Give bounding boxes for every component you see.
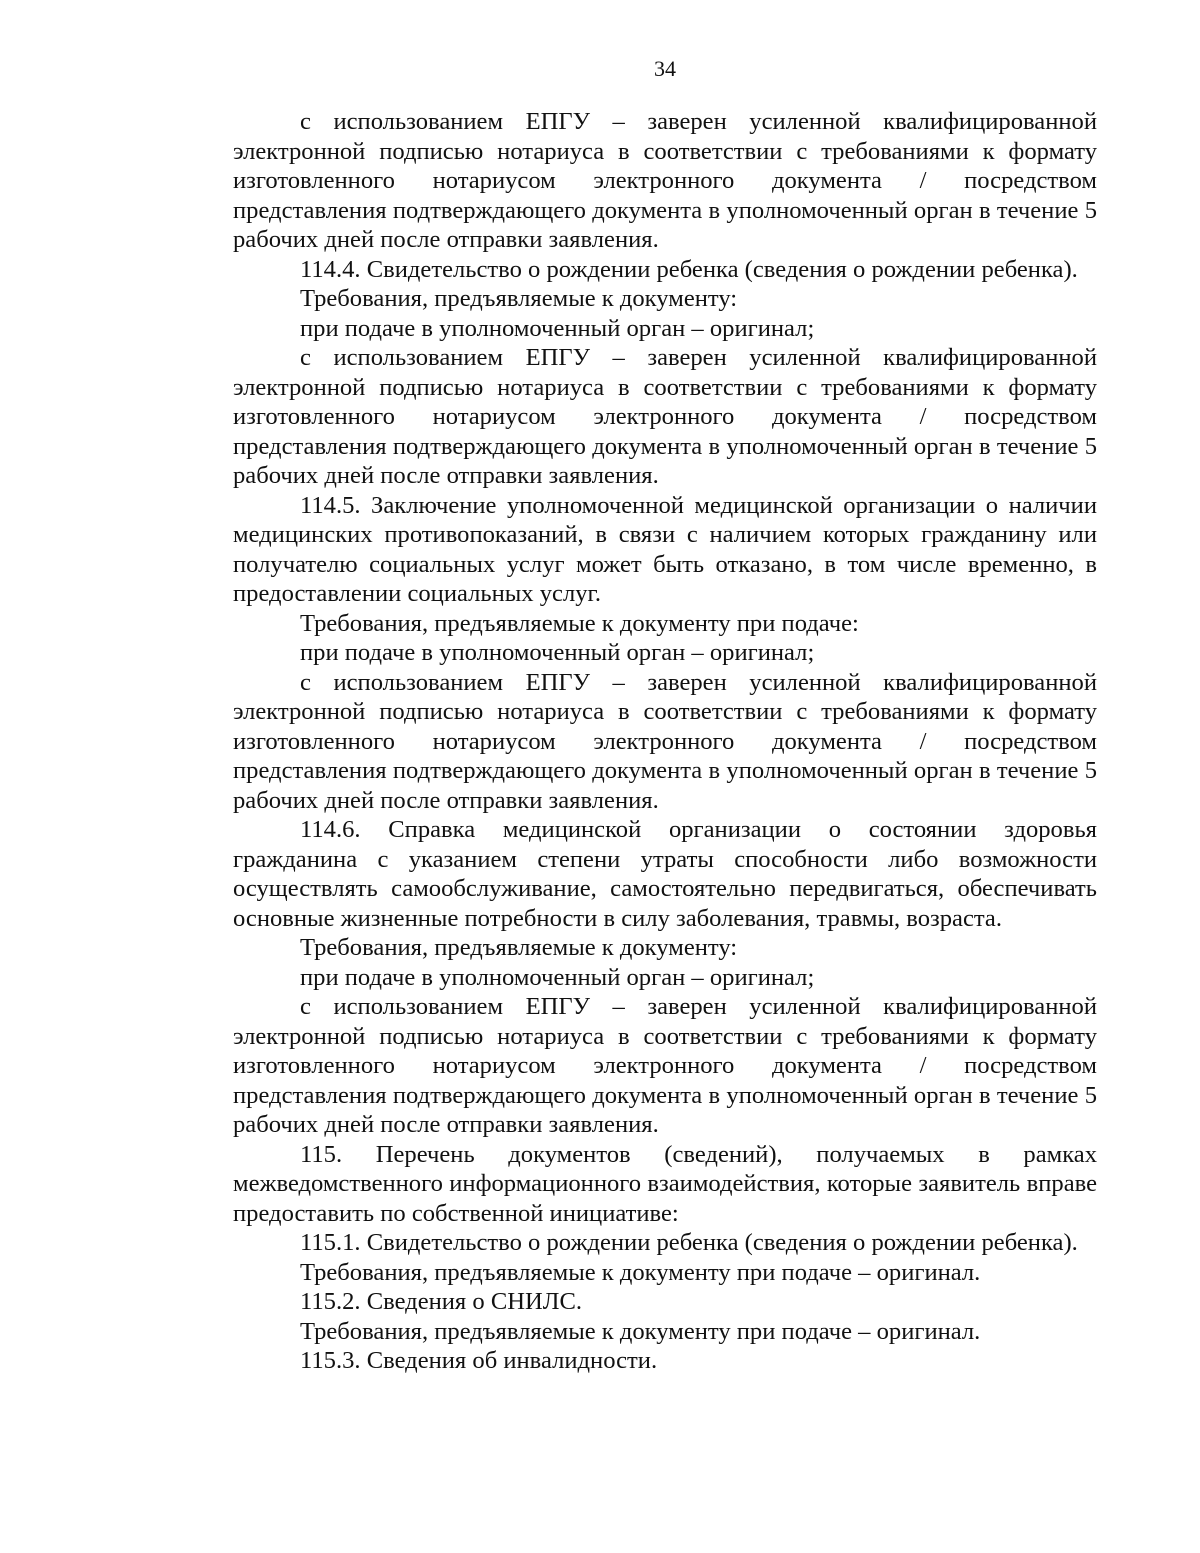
paragraph-epgu: с использованием ЕПГУ – заверен усиленной квалифицированной электронной подписью нотариуса в соответствии с требованиями к формату изготовленного нотариусом электронного документа / посредством представления подтверждающего документа в уполномоченный орган в течение 5 рабочих дней после отправки заявления. [233,668,1097,814]
paragraph-115: 115. Перечень документов (сведений), получаемых в рамках межведомственного информационного взаимодействия, которые заявитель вправе предоставить по собственной инициативе: [233,1140,1097,1227]
paragraph-115-3: 115.3. Сведения об инвалидности. [300,1347,658,1374]
paragraph-epgu: с использованием ЕПГУ – заверен усиленной квалифицированной электронной подписью нотариуса в соответствии с требованиями к формату изготовленного нотариусом электронного документа / посредством представления подтверждающего документа в уполномоченный орган в течение 5 рабочих дней после отправки заявления. [233,993,1097,1138]
paragraph-original: при подаче в уполномоченный орган – оригинал; [300,963,815,991]
document-body [233,107,1097,1376]
paragraph-114-5: 114.5. Заключение уполномоченной медицинской организации о наличии медицинских противопоказаний, в связи с наличием которых гражданину или получателю социальных услуг может быть отказано, в том числе временно, в предоставлении социальных услуг. [233,491,1097,607]
paragraph-requirements: Требования, предъявляемые к документу при подаче – оригинал. [300,1258,981,1286]
paragraph-115-2: 115.2. Сведения о СНИЛС. [300,1288,582,1315]
paragraph-requirements: Требования, предъявляемые к документу: [300,285,738,312]
paragraph-114-4: 114.4. Свидетельство о рождении ребенка (сведения о рождении ребенка). [300,255,1078,283]
paragraph-epgu: с использованием ЕПГУ – заверен усиленной квалифицированной электронной подписью нотариуса в соответствии с требованиями к формату изготовленного нотариусом электронного документа / посредством представления подтверждающего документа в уполномоченный орган в течение 5 рабочих дней после отправки заявления. [233,344,1097,489]
paragraph-requirements: Требования, предъявляемые к документу: [300,934,738,961]
paragraph-requirements: Требования, предъявляемые к документу при подаче – оригинал. [300,1317,981,1345]
paragraph-original: при подаче в уполномоченный орган – оригинал; [300,639,815,666]
paragraph-114-6: 114.6. Справка медицинской организации о состоянии здоровья гражданина с указанием степени утраты способности либо возможности осуществлять самообслуживание, самостоятельно передвигаться, обеспечивать основные жизненные потребности в силу заболевания, травмы, возраста. [233,816,1097,932]
paragraph-original: при подаче в уполномоченный орган – оригинал; [300,314,815,342]
paragraph-continuation-epgu: с использованием ЕПГУ – заверен усиленной квалифицированной электронной подписью нотариуса в соответствии с требованиями к формату изготовленного нотариусом электронного документа / посредством представления подтверждающего документа в уполномоченный орган в течение 5 рабочих дней после отправки заявления. [233,108,1097,253]
paragraph-115-1: 115.1. Свидетельство о рождении ребенка (сведения о рождении ребенка). [300,1229,1078,1256]
paragraph-requirements: Требования, предъявляемые к документу при подаче: [300,609,859,637]
page-number: 34 [654,56,676,81]
